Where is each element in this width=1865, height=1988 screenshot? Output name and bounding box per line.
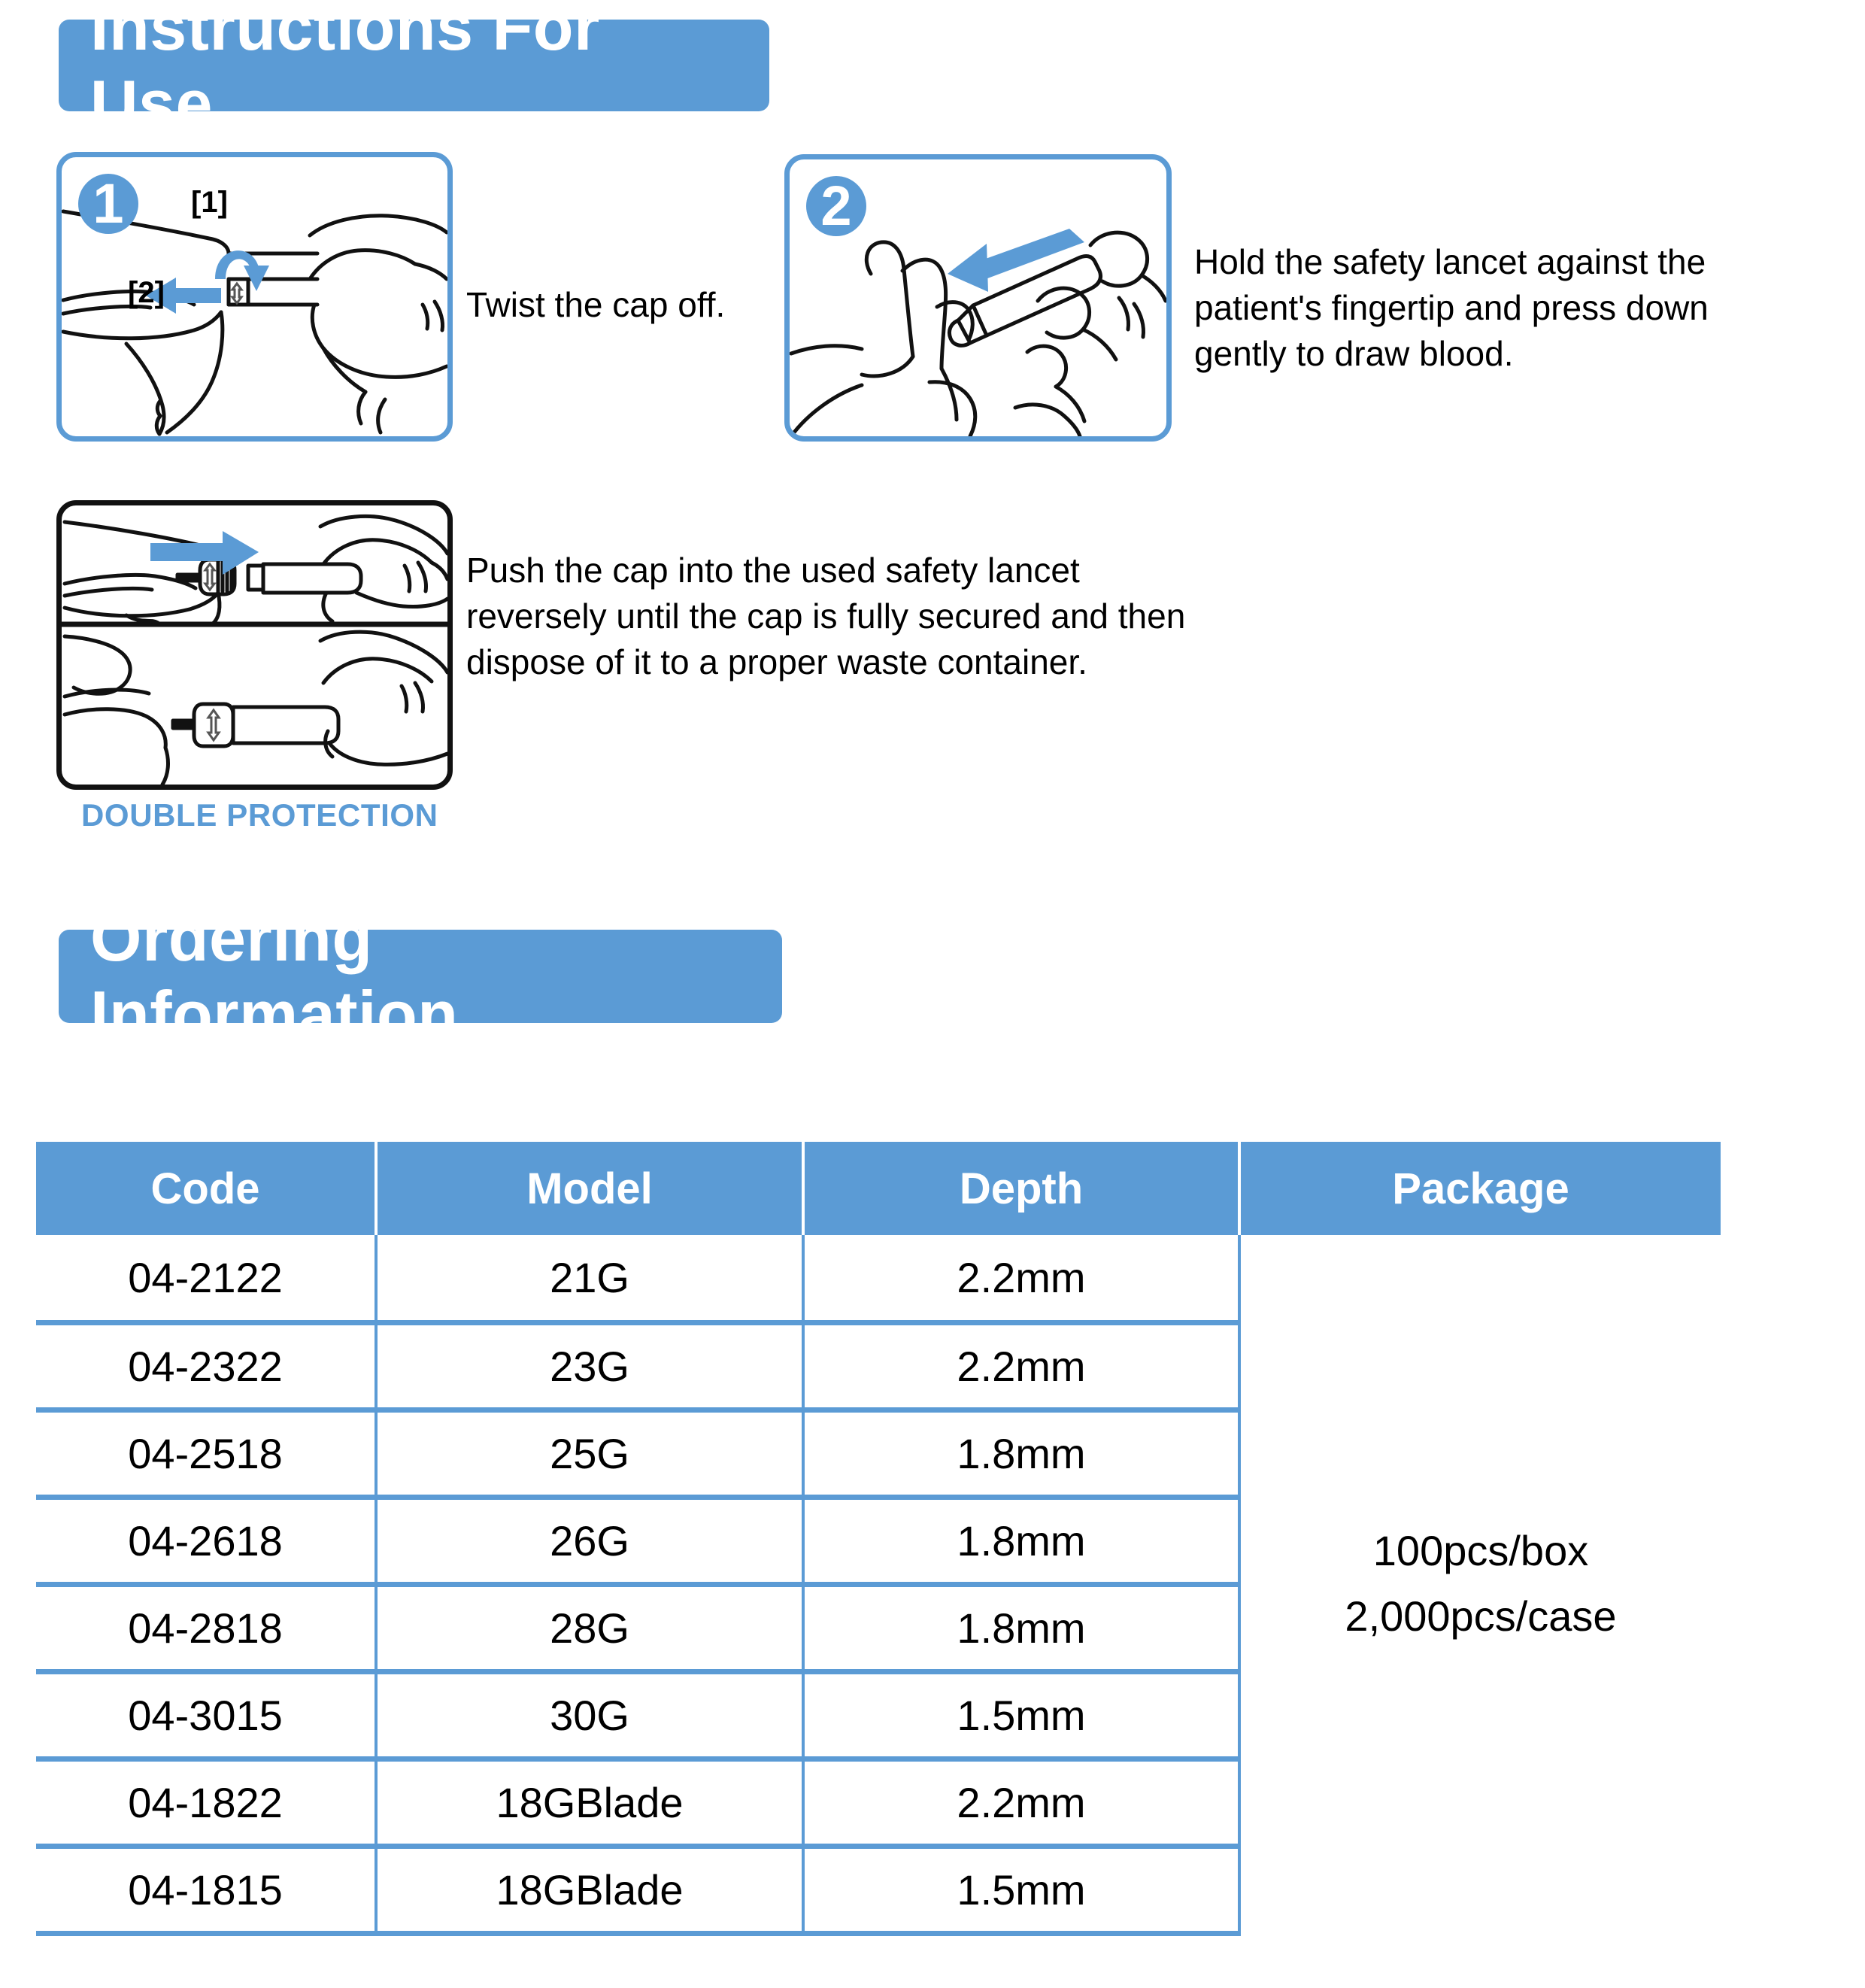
cell-depth: 1.8mm [803, 1584, 1239, 1671]
cell-model: 26G [376, 1497, 803, 1584]
cell-model: 30G [376, 1671, 803, 1759]
step-3-text: Push the cap into the used safety lancet reversely until the cap is fully secured and then dispose of it to a proper waste container. [466, 551, 1186, 682]
instructions-for-use-title: Instructions For Use [90, 0, 600, 141]
cell-model: 18GBlade [376, 1846, 803, 1933]
step-1-text: Twist the cap off. [466, 285, 726, 324]
cell-code: 04-2618 [36, 1497, 376, 1584]
package-line-1: 100pcs/box [1372, 1527, 1589, 1575]
cell-depth: 2.2mm [803, 1759, 1239, 1846]
cell-depth: 1.8mm [803, 1497, 1239, 1584]
ordering-information-table [36, 1142, 1721, 1936]
cell-code: 04-1822 [36, 1759, 376, 1846]
cell-model: 23G [376, 1322, 803, 1410]
column-header-model: Model [376, 1142, 803, 1235]
cell-model: 18GBlade [376, 1759, 803, 1846]
step-1-callout-2: [2] [128, 276, 165, 309]
cell-code: 04-2122 [36, 1235, 376, 1322]
cell-depth: 2.2mm [803, 1322, 1239, 1410]
cell-code: 04-2322 [36, 1322, 376, 1410]
column-header-code: Code [36, 1142, 376, 1235]
step-1-badge: 1 [78, 174, 138, 234]
hand-illustration-icon [62, 505, 447, 785]
step-3-illustration-panel [56, 500, 453, 790]
cell-model: 21G [376, 1235, 803, 1322]
cell-code: 04-3015 [36, 1671, 376, 1759]
column-header-depth: Depth [803, 1142, 1239, 1235]
step-1-illustration-panel [56, 152, 453, 442]
cell-depth: 2.2mm [803, 1235, 1239, 1322]
step-2-badge: 2 [806, 176, 866, 236]
cell-package [1239, 1235, 1721, 1933]
double-protection-caption: DOUBLE PROTECTION [81, 797, 438, 833]
instructions-for-use-banner [59, 0, 769, 141]
table-header-row [36, 1142, 1721, 1235]
cell-depth: 1.5mm [803, 1671, 1239, 1759]
package-line-2: 2,000pcs/case [1345, 1592, 1617, 1640]
ordering-information-banner [59, 900, 782, 1052]
cell-model: 28G [376, 1584, 803, 1671]
cell-depth: 1.8mm [803, 1410, 1239, 1497]
step-1-callout-1: [1] [191, 186, 228, 219]
column-header-package: Package [1239, 1142, 1721, 1235]
step-2-illustration-panel [784, 154, 1172, 442]
ordering-information-title: Ordering Information [90, 900, 459, 1052]
step-2-text: Hold the safety lancet against the patient's fingertip and press down gently to draw blood. [1194, 242, 1709, 374]
table-row [36, 1235, 1721, 1322]
cell-code: 04-2818 [36, 1584, 376, 1671]
cell-model: 25G [376, 1410, 803, 1497]
cell-code: 04-2518 [36, 1410, 376, 1497]
cell-depth: 1.5mm [803, 1846, 1239, 1933]
cell-code: 04-1815 [36, 1846, 376, 1933]
